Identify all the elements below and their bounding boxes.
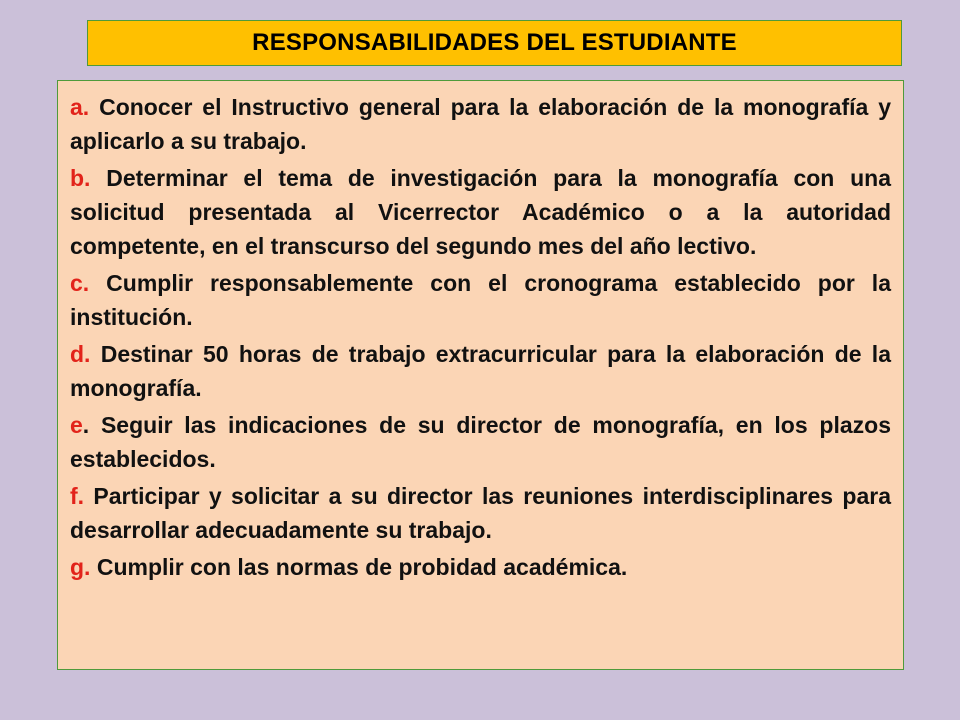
item-letter: d. xyxy=(70,341,91,367)
item-letter: g. xyxy=(70,554,91,580)
item-text: Cumplir responsablemente con el cronograma establecido por la institución. xyxy=(70,270,891,330)
list-item-f xyxy=(70,479,891,547)
list-item-b xyxy=(70,161,891,263)
item-text: . Seguir las indicaciones de su director de monografía, en los plazos establecidos. xyxy=(70,412,891,472)
item-letter: b. xyxy=(70,165,91,191)
title-box xyxy=(87,20,902,66)
item-letter: c. xyxy=(70,270,90,296)
item-text: Conocer el Instructivo general para la elaboración de la monografía y aplicarlo a su trabajo. xyxy=(70,94,891,154)
item-text: Determinar el tema de investigación para la monografía con una solicitud presentada al Vicerrector Académico o a la autoridad competente, en el transcurso del segundo mes del año lectivo. xyxy=(70,165,891,259)
list-item-a xyxy=(70,90,891,158)
list-item-c xyxy=(70,266,891,334)
slide-title: RESPONSABILIDADES DEL ESTUDIANTE xyxy=(252,29,737,56)
item-letter: e xyxy=(70,412,83,438)
list-item-d xyxy=(70,337,891,405)
item-text: Cumplir con las normas de probidad académica. xyxy=(90,554,628,580)
item-letter: a. xyxy=(70,94,90,120)
list-item-e xyxy=(70,408,891,476)
item-letter: f. xyxy=(70,483,85,509)
item-text: Participar y solicitar a su director las reuniones interdisciplinares para desarrollar adecuadamente su trabajo. xyxy=(70,483,891,543)
responsibilities-list xyxy=(57,80,904,670)
item-text: Destinar 50 horas de trabajo extracurricular para la elaboración de la monografía. xyxy=(70,341,891,401)
list-item-g xyxy=(70,550,891,584)
